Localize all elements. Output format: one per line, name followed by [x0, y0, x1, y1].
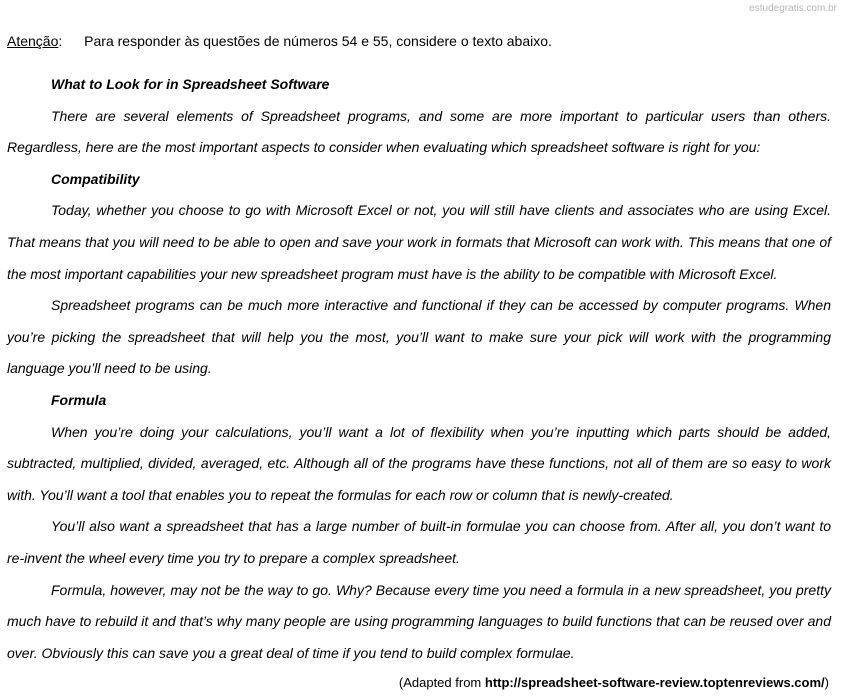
article [7, 69, 831, 669]
watermark: estudegratis.com.br [749, 3, 837, 14]
credit-suffix: ) [824, 675, 829, 690]
compatibility-paragraph-1: Today, whether you choose to go with Microsoft Excel or not, you will still have clients and associates who are using Excel. That means that you will need to be able to open and save your work in formats that Microsoft can work with. This means that one of the most important capabilities your new spreadsheet program must have is the ability to be compatible with Microsoft Excel. [7, 202, 831, 282]
formula-paragraph-1: When you’re doing your calculations, you’ll want a lot of flexibility when you’re inputting which parts should be added, subtracted, multiplied, divided, averaged, etc. Although all of the programs have these functions, not all of them are so easy to work with. You’ll want a tool that enables you to repeat the formulas for each row or column that is newly-created. [7, 423, 831, 503]
attention-colon: : [58, 33, 63, 49]
credit-prefix: (Adapted from [398, 675, 485, 690]
instruction-text: Para responder às questões de números 54 e 55, considere o texto abaixo. [84, 33, 552, 49]
intro-paragraph: There are several elements of Spreadsheet programs, and some are more important to particular users than others. Regardless, here are the most important aspects to consider when evaluating which spreadsheet software is right for you: [7, 107, 831, 156]
source-credit [399, 674, 829, 692]
article-title: What to Look for in Spreadsheet Software [51, 76, 330, 92]
attention-label: Atenção [7, 33, 59, 49]
instruction-header [7, 32, 835, 50]
formula-heading: Formula [51, 391, 107, 408]
compatibility-heading: Compatibility [51, 170, 140, 187]
compatibility-paragraph-2: Spreadsheet programs can be much more interactive and functional if they can be accessed by computer programs. When you’re picking the spreadsheet that will help you the most, you’ll want to make sure your pick will work with the programming language you’ll need to be using. [7, 297, 831, 377]
formula-paragraph-2: You’ll also want a spreadsheet that has a large number of built-in formulae you can choose from. After all, you don’t want to re-invent the wheel every time you try to prepare a complex spreadsheet. [7, 518, 831, 566]
source-url[interactable]: http://spreadsheet-software-review.toptenreviews.com/ [484, 675, 825, 690]
formula-paragraph-3: Formula, however, may not be the way to go. Why? Because every time you need a formula in a new spreadsheet, you pretty much have to rebuild it and that’s why many people are using programming languages to build functions that can be reused over and over. Obviously this can save you a great deal of time if you tend to build complex formulae. [7, 581, 831, 661]
